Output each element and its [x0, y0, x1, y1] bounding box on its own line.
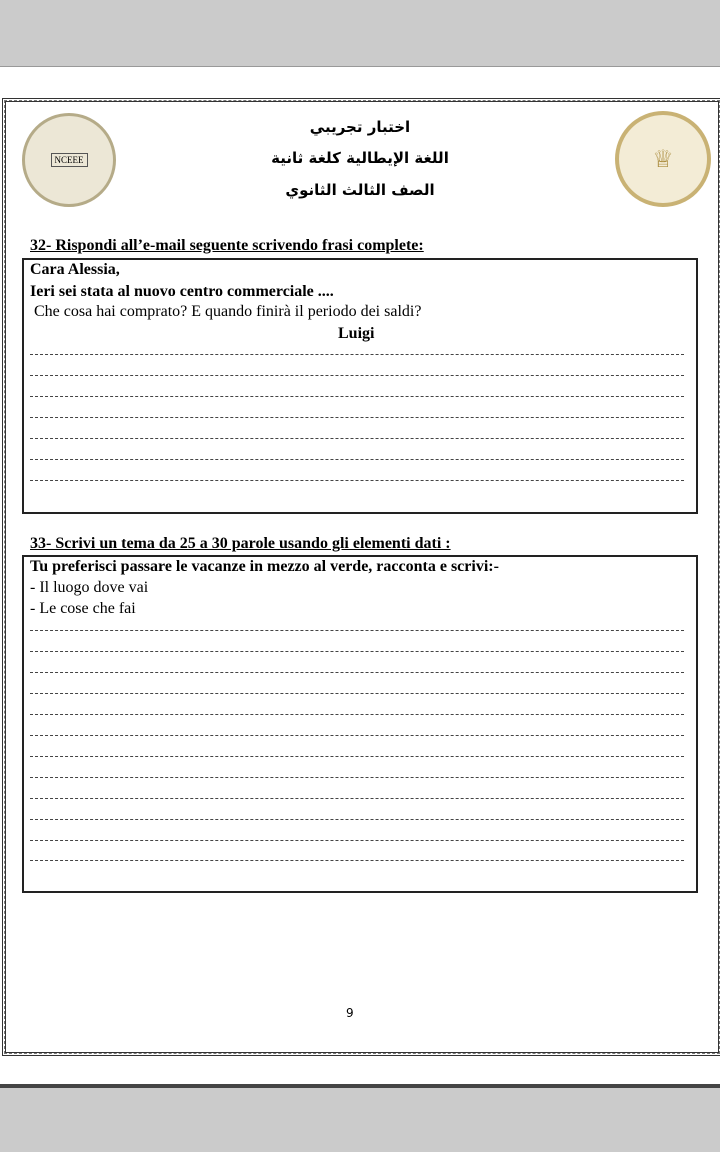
header-title: اختبار تجريبي — [309, 118, 411, 136]
essay-item-2: - Le cose che fai — [30, 600, 136, 617]
nceee-logo: NCEEE — [22, 113, 116, 207]
answer-line — [30, 354, 684, 355]
answer-line — [30, 714, 684, 715]
essay-item-1: - Il luogo dove vai — [30, 579, 149, 596]
answer-line — [30, 459, 684, 460]
answer-line — [30, 417, 684, 418]
answer-line — [30, 693, 684, 694]
answer-line — [30, 651, 684, 652]
question-32-title: 32- Rispondi all’e-mail seguente scrivendo frasi complete: — [30, 237, 424, 254]
answer-line — [30, 375, 684, 376]
email-line-1: Ieri sei stata al nuovo centro commerciale .... — [30, 283, 334, 300]
answer-line — [30, 777, 684, 778]
header-grade: الصف الثالث الثانوي — [285, 181, 435, 199]
email-signature: Luigi — [338, 325, 375, 342]
ministry-logo: ♕ — [615, 111, 711, 207]
answer-line — [30, 735, 684, 736]
answer-line — [30, 756, 684, 757]
question-33-title: 33- Scrivi un tema da 25 a 30 parole usando gli elementi dati : — [30, 535, 451, 552]
answer-line — [30, 480, 684, 481]
answer-line — [30, 630, 684, 631]
answer-line — [30, 798, 684, 799]
essay-prompt: Tu preferisci passare le vacanze in mezzo al verde, racconta e scrivi:- — [30, 558, 499, 575]
page-number: 9 — [346, 1006, 354, 1020]
answer-line — [30, 860, 684, 861]
answer-line — [30, 840, 684, 841]
answer-line — [30, 396, 684, 397]
email-line-2: Che cosa hai comprato? E quando finirà il periodo dei saldi? — [34, 303, 422, 320]
viewer-divider — [0, 1084, 720, 1088]
answer-line — [30, 672, 684, 673]
header-subject: اللغة الإيطالية كلغة ثانية — [271, 149, 449, 167]
email-greeting: Cara Alessia, — [30, 261, 120, 278]
answer-line — [30, 819, 684, 820]
answer-line — [30, 438, 684, 439]
